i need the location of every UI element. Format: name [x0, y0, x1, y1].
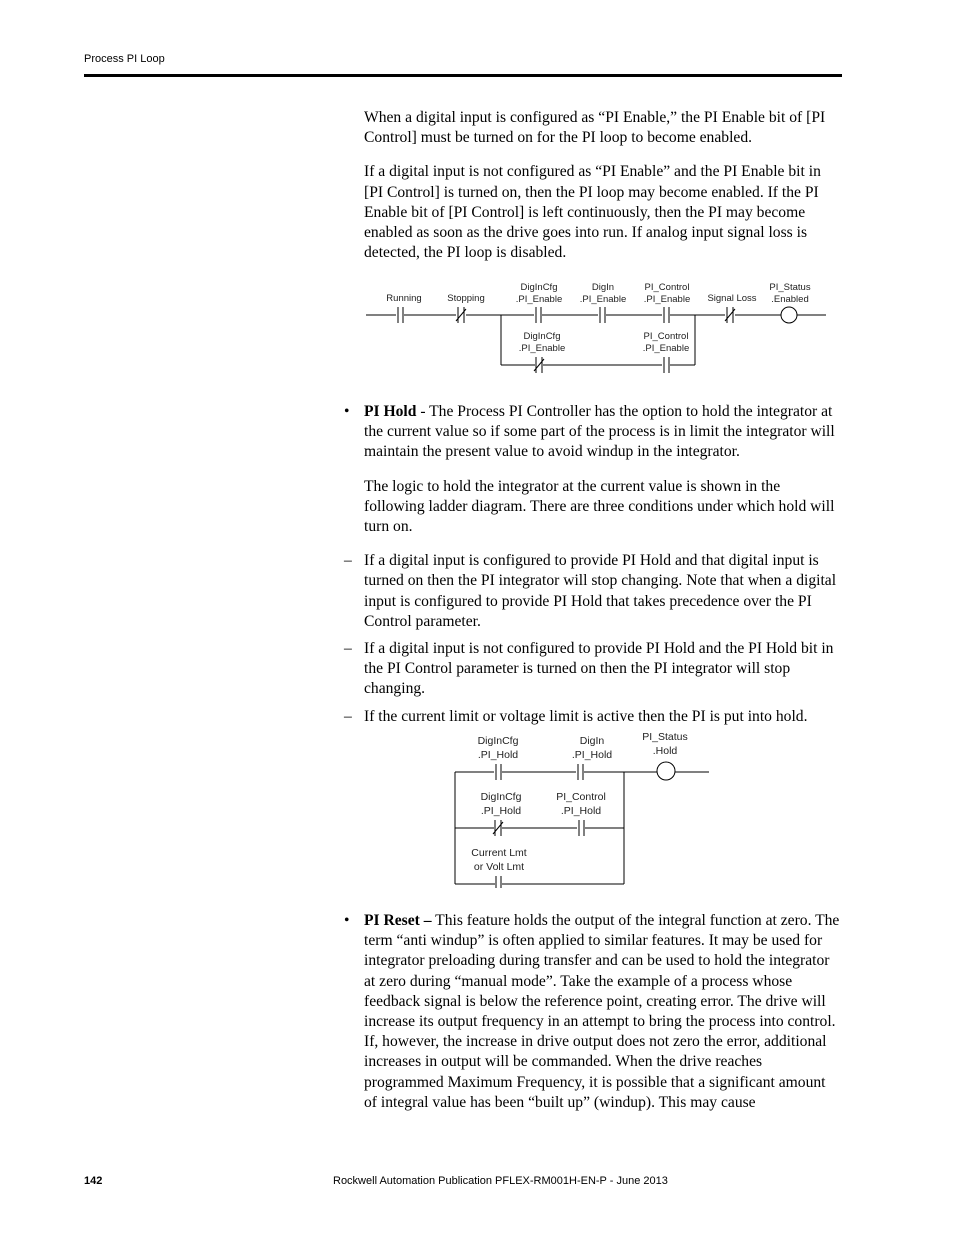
pi-hold-text: - The Process PI Controller has the option to hold the integrator at the current value so if some part of the process is in limit the integrator will maintain the present value to avoid windup in the integrator.	[364, 403, 835, 461]
label-hold-digincfg-2b: .PI_Hold	[480, 805, 522, 817]
label-picontrol-1b: .PI_Enable	[643, 294, 691, 305]
pi-hold-bullet	[344, 402, 842, 463]
digincfg-pi-hold-nc-contact	[493, 820, 503, 836]
running-contact	[398, 307, 403, 323]
label-pistatus-a: PI_Status	[769, 282, 811, 293]
pi-hold-condition-1	[344, 551, 842, 632]
digincfg-pi-enable-contact	[536, 307, 541, 323]
pi-hold-section	[344, 402, 842, 734]
pi-enable-ladder-diagram	[0, 276, 954, 376]
label-signal-loss: Signal Loss	[707, 293, 757, 304]
pi-hold-paragraph-2: The logic to hold the integrator at the current value is shown in the following ladder diagram. There are three conditions under which hold will turn on.	[364, 477, 835, 536]
dash-marker: –	[344, 640, 352, 658]
bullet-marker: •	[344, 403, 350, 420]
label-digin-b: .PI_Enable	[579, 294, 627, 305]
page-number: 142	[84, 1175, 103, 1187]
pi-hold-condition-3	[344, 707, 842, 727]
pi-reset-title: PI Reset –	[364, 912, 432, 929]
condition-text: If the current limit or voltage limit is active then the PI is put into hold.	[364, 707, 808, 725]
running-header: Process PI Loop	[84, 53, 165, 65]
picontrol-pi-enable-contact	[664, 307, 669, 323]
pi-status-enabled-coil	[781, 307, 797, 323]
label-hold-digincfg-1a: DigInCfg	[477, 735, 519, 747]
label-hold-digin-a: DigIn	[579, 735, 605, 747]
label-digin-a: DigIn	[591, 282, 615, 293]
pi-reset-bullet	[344, 911, 842, 1113]
publication-info: Rockwell Automation Publication PFLEX-RM001H-EN-P - June 2013	[333, 1175, 668, 1187]
intro-paragraph-2: If a digital input is not configured as “PI Enable” and the PI Enable bit in [PI Control] is turned on, then the PI loop may become enabled. If the PI Enable bit of [PI Control] is left continuously, then the PI may become enabled as soon as the drive goes into run. If analog input signal loss is detected, the PI loop is disabled.	[364, 163, 821, 262]
label-pistatus-b: .Enabled	[771, 294, 809, 305]
label-picontrol-1a: PI_Control	[644, 282, 690, 293]
condition-text: If a digital input is configured to provide PI Hold and that digital input is turned on then the PI integrator will stop changing. Note that when a digital input is configured to provide PI Hold that takes precedence over the PI Control parameter.	[364, 552, 837, 630]
label-picontrol-2b: .PI_Enable	[642, 343, 690, 354]
digin-pi-enable-contact	[600, 307, 605, 323]
label-hold-picontrol-b: .PI_Hold	[560, 805, 602, 817]
label-digincfg-1b: .PI_Enable	[515, 294, 563, 305]
digincfg-pi-enable-nc-contact	[534, 357, 544, 373]
dash-marker: –	[344, 707, 352, 725]
label-hold-pistatus-b: .Hold	[652, 745, 678, 757]
label-digincfg-1a: DigInCfg	[520, 282, 558, 293]
label-stopping: Stopping	[447, 293, 485, 304]
intro-section	[364, 108, 842, 263]
digincfg-pi-hold-contact	[496, 764, 501, 780]
label-hold-curlimit-a: Current Lmt	[471, 847, 527, 859]
label-hold-pistatus-a: PI_Status	[642, 731, 688, 743]
condition-text: If a digital input is not configured to provide PI Hold and the PI Hold bit in the PI Control parameter is turned on then the PI integrator will stop changing.	[364, 640, 834, 698]
label-hold-digin-b: .PI_Hold	[571, 749, 613, 761]
pi-status-hold-coil	[657, 762, 675, 780]
pi-hold-condition-2	[344, 639, 842, 700]
label-hold-digincfg-2a: DigInCfg	[480, 791, 522, 803]
intro-paragraph-1: When a digital input is configured as “PI Enable,” the PI Enable bit of [PI Control] must be turned on for the PI loop to become enabled.	[364, 109, 826, 147]
bullet-marker: •	[344, 912, 350, 929]
dash-marker: –	[344, 552, 352, 570]
label-digincfg-2a: DigInCfg	[523, 331, 561, 342]
pi-reset-section	[344, 911, 842, 1113]
pi-hold-ladder-diagram	[0, 728, 954, 888]
current-volt-limit-contact	[496, 876, 501, 888]
picontrol-pi-enable-branch-contact	[664, 357, 669, 373]
digin-pi-hold-contact	[578, 764, 583, 780]
label-hold-curlimit-b: or Volt Lmt	[473, 861, 525, 873]
signal-loss-contact	[725, 307, 735, 323]
pi-reset-text: This feature holds the output of the integral function at zero. The term “anti windup” is often applied to similar features. It may be used for integrator preloading during transfer and can be used to hold the integrator at zero during “manual mode”. Take the example of a process whose feedback signal is below the reference point, creating error. The drive will increase its output frequency in an attempt to bring the process into control. If, however, the increase in drive output does not zero the error, additional increases in output will be commanded. When the drive reaches programmed Maximum Frequency, it is possible that a significant amount of integral value has been “built up” (windup). This may cause	[364, 912, 840, 1111]
label-hold-picontrol-a: PI_Control	[556, 791, 606, 803]
label-running: Running	[386, 293, 422, 304]
picontrol-pi-hold-contact	[579, 820, 584, 836]
label-hold-digincfg-1b: .PI_Hold	[477, 749, 519, 761]
header-rule	[84, 74, 842, 77]
stopping-contact	[456, 307, 466, 323]
pi-hold-title: PI Hold	[364, 403, 417, 420]
label-digincfg-2b: .PI_Enable	[518, 343, 566, 354]
label-picontrol-2a: PI_Control	[643, 331, 689, 342]
